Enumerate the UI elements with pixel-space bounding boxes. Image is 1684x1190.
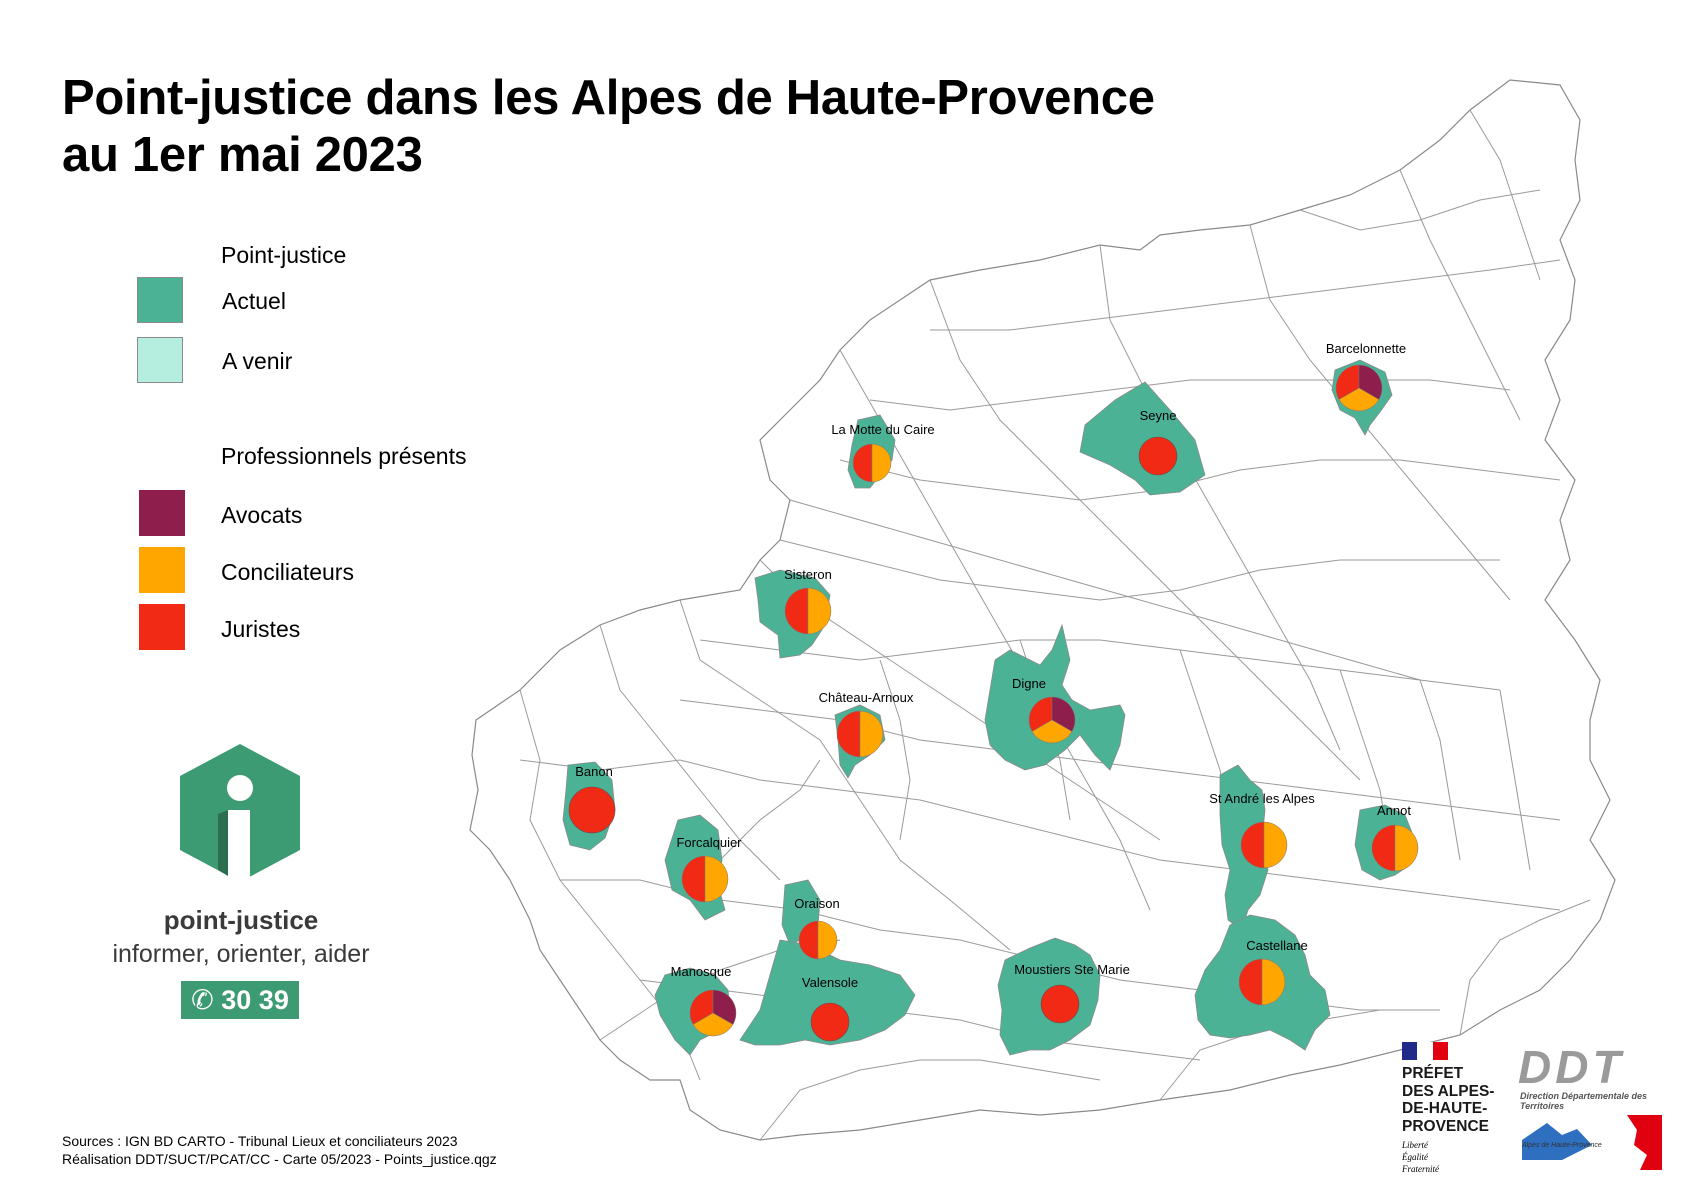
pie-la-motte-du-caire (853, 444, 891, 482)
prefet-motto-line: Fraternité (1402, 1164, 1439, 1174)
prefet-text-line: PRÉFET (1402, 1065, 1464, 1082)
prefet-logo (1402, 1042, 1512, 1175)
point-justice-phone-badge: ✆ 30 39 (181, 981, 299, 1019)
legend-swatch-conciliateurs (139, 547, 185, 593)
town-label: Banon (575, 764, 613, 779)
town-label: Barcelonnette (1325, 341, 1407, 356)
town-label: Oraison (794, 896, 840, 911)
pie-ch-teau-arnoux (837, 711, 883, 757)
pie-barcelonnette (1336, 365, 1382, 411)
town-label: Manosque (670, 964, 732, 979)
prefet-text-line: DE-HAUTE- (1402, 1100, 1488, 1117)
town-label: Castellane (1246, 938, 1308, 953)
marianne-flag-icon (1402, 1042, 1448, 1060)
town-label: Seyne (1139, 408, 1177, 423)
pie-castellane (1239, 959, 1285, 1005)
legend-label-a-venir: A venir (222, 348, 293, 374)
sources-line2: Réalisation DDT/SUCT/PCAT/CC - Carte 05/2023 - Points_justice.qgz (62, 1151, 497, 1167)
legend-heading-professionnels: Professionnels présents (221, 443, 467, 469)
town-label: Sisteron (784, 567, 832, 582)
pie-st-andr-les-alpes (1241, 822, 1287, 868)
map-title-line2: au 1er mai 2023 (62, 128, 423, 182)
legend-label-actuel: Actuel (222, 288, 286, 314)
pie-slice-juristes (569, 787, 615, 833)
pie-forcalquier (682, 856, 728, 902)
point-justice-logo-name: point-justice (163, 905, 319, 935)
town-label: Forcalquier (676, 835, 742, 850)
town-label: La Motte du Caire (831, 422, 935, 437)
point-justice-logo-stem (228, 810, 250, 888)
pie-seyne (1139, 437, 1177, 475)
prefet-motto (1402, 1139, 1512, 1175)
legend-swatch-actuel (137, 277, 183, 323)
pie-slice-juristes (1041, 985, 1079, 1023)
legend-label-conciliateurs: Conciliateurs (221, 559, 354, 585)
prefet-text-line: PROVENCE (1402, 1117, 1489, 1135)
point-justice-logo (82, 740, 412, 1020)
ddt-department: Alpes de Haute-Provence (1522, 1142, 1602, 1149)
pie-manosque (690, 990, 736, 1036)
pie-sisteron (785, 588, 831, 634)
pie-slice-juristes (1139, 437, 1177, 475)
pie-oraison (799, 921, 837, 959)
point-justice-logo-dot (227, 775, 253, 801)
town-label: Moustiers Ste Marie (1014, 962, 1130, 977)
sources-line1: Sources : IGN BD CARTO - Tribunal Lieux et conciliateurs 2023 (62, 1133, 458, 1149)
legend-swatch-avocats (139, 490, 185, 536)
pie-banon (569, 787, 615, 833)
legend-label-juristes: Juristes (221, 616, 301, 642)
pie-moustiers-ste-marie (1041, 985, 1079, 1023)
legend-swatch-juristes (139, 604, 185, 650)
ddt-subtitle: Direction Départementale des Territoires (1520, 1091, 1648, 1111)
town-label: Annot (1377, 803, 1411, 818)
pie-valensole (811, 1003, 849, 1041)
ddt-logo (1518, 1040, 1668, 1170)
prefet-text-line: DES ALPES- (1402, 1082, 1495, 1100)
town-label: Digne (1012, 676, 1046, 691)
point-justice-logo-tagline: informer, orienter, aider (112, 940, 370, 968)
legend-heading-point-justice: Point-justice (221, 242, 347, 268)
prefet-motto-line: Liberté (1402, 1140, 1428, 1150)
ddt-acronym: DDT (1518, 1041, 1625, 1093)
map-title (62, 70, 1155, 184)
legend-label-avocats: Avocats (221, 502, 303, 528)
map-title-line1: Point-justice dans les Alpes de Haute-Provence (62, 71, 1155, 125)
prefet-text (1402, 1065, 1512, 1135)
sources (62, 1132, 497, 1168)
point-justice-logo-shadow (218, 810, 228, 876)
town-label: Valensole (801, 975, 859, 990)
prefet-motto-line: Égalité (1402, 1152, 1428, 1162)
pie-annot (1372, 825, 1418, 871)
town-label: St André les Alpes (1209, 791, 1315, 806)
pie-slice-juristes (811, 1003, 849, 1041)
pie-digne (1029, 697, 1075, 743)
town-label: Château-Arnoux (818, 690, 914, 705)
legend-swatch-a-venir (137, 337, 183, 383)
